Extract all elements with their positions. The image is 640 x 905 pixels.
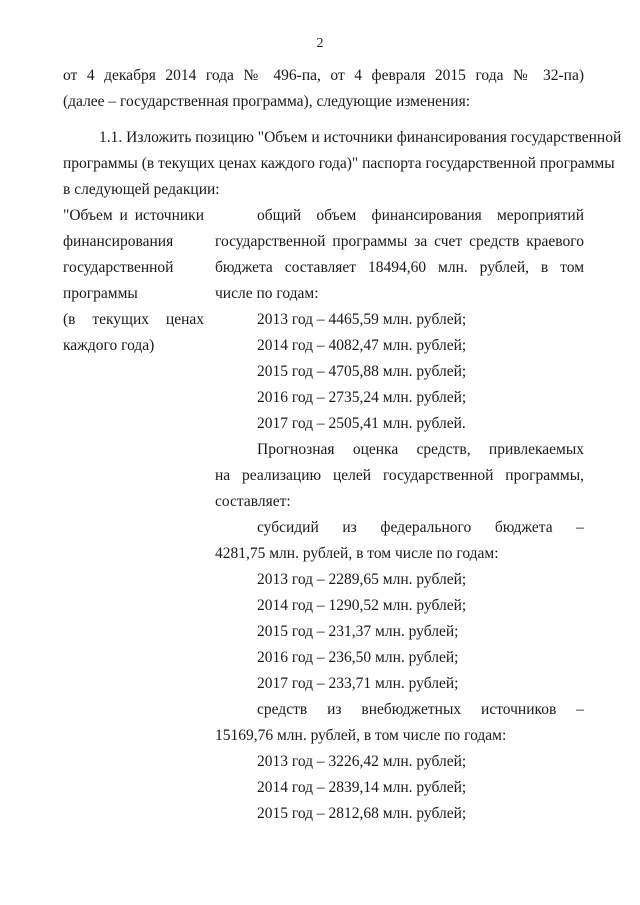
regional-year-2016: 2016 год – 2735,24 млн. рублей; <box>257 389 467 406</box>
left-col-line-4: программы <box>63 285 138 302</box>
intro-line-2: (далее – государственная программа), следующие изменения: <box>63 93 471 110</box>
total-line-3: бюджета составляет 18494,60 млн. рублей, в том <box>215 259 584 276</box>
extra-year-2015: 2015 год – 2812,68 млн. рублей; <box>257 805 467 822</box>
intro-line-1: от 4 декабря 2014 года № 496-па, от 4 февраля 2015 года № 32-па) <box>63 67 584 84</box>
regional-year-2017: 2017 год – 2505,41 млн. рублей. <box>257 415 466 432</box>
extra-line-2: 15169,76 млн. рублей, в том числе по годам: <box>215 727 507 744</box>
item-line-1: 1.1. Изложить позицию "Объем и источники финансирования государственной <box>99 129 622 146</box>
federal-year-2013: 2013 год – 2289,65 млн. рублей; <box>257 571 467 588</box>
federal-line-1: субсидий из федерального бюджета – <box>257 519 584 536</box>
forecast-line-2: на реализацию целей государственной программы, <box>215 467 584 484</box>
regional-year-2015: 2015 год – 4705,88 млн. рублей; <box>257 363 467 380</box>
page-number: 2 <box>316 36 324 51</box>
federal-year-2017: 2017 год – 233,71 млн. рублей; <box>257 675 459 692</box>
extra-year-2013: 2013 год – 3226,42 млн. рублей; <box>257 753 467 770</box>
federal-year-2014: 2014 год – 1290,52 млн. рублей; <box>257 597 467 614</box>
extra-line-1: средств из внебюджетных источников – <box>257 701 584 718</box>
forecast-line-3: составляет: <box>215 493 291 510</box>
forecast-line-1: Прогнозная оценка средств, привлекаемых <box>257 441 584 458</box>
extra-year-2014: 2014 год – 2839,14 млн. рублей; <box>257 779 467 796</box>
federal-line-2: 4281,75 млн. рублей, в том числе по годам: <box>215 545 499 562</box>
regional-year-2014: 2014 год – 4082,47 млн. рублей; <box>257 337 467 354</box>
item-line-2: программы (в текущих ценах каждого года)" паспорта государственной программы <box>63 155 615 172</box>
federal-year-2016: 2016 год – 236,50 млн. рублей; <box>257 649 459 666</box>
total-line-2: государственной программы за счет средств краевого <box>215 233 584 250</box>
left-col-line-6: каждого года) <box>63 337 155 354</box>
total-line-1: общий объем финансирования мероприятий <box>257 207 584 224</box>
left-col-line-1: "Объем и источники <box>63 207 204 224</box>
item-line-3: в следующей редакции: <box>63 181 220 198</box>
federal-year-2015: 2015 год – 231,37 млн. рублей; <box>257 623 459 640</box>
regional-year-2013: 2013 год – 4465,59 млн. рублей; <box>257 311 467 328</box>
left-col-line-5: (в текущих ценах <box>63 311 204 328</box>
left-col-line-2: финансирования <box>63 233 174 250</box>
left-col-line-3: государственной <box>63 259 174 276</box>
total-line-4: числе по годам: <box>215 285 319 302</box>
